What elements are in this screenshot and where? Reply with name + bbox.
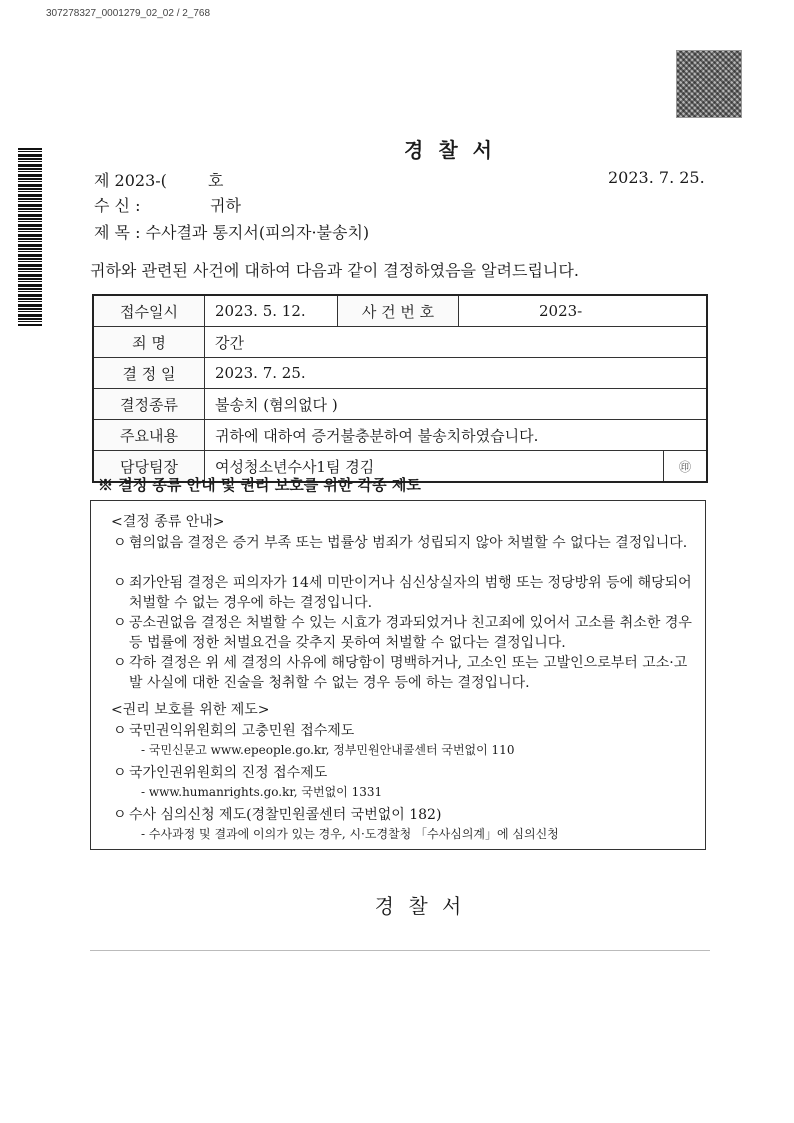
- receipt-date: 2023. 5. 12.: [205, 295, 338, 327]
- rights-item: ㅇ 국민권익위원회의 고충민원 접수제도 - 국민신문고 www.epeople.go.kr, 정부민원안내콜센터 국번없이 110: [113, 723, 515, 757]
- decision-types-heading: <결정 종류 안내>: [111, 514, 225, 530]
- recipient-label: 수 신 :: [94, 196, 141, 215]
- content-label: 주요내용: [93, 420, 205, 451]
- bullet-icon: ㅇ: [113, 575, 127, 591]
- bottom-divider: [90, 950, 710, 951]
- crime: 강간: [205, 327, 708, 358]
- bullet-icon: ㅇ: [113, 723, 127, 739]
- receipt-date-label: 접수일시: [93, 295, 205, 327]
- recipient: 귀하: [210, 196, 241, 215]
- bullet-icon: ㅇ: [113, 535, 127, 551]
- bullet-icon: ㅇ: [113, 615, 127, 631]
- decision-date: 2023. 7. 25.: [205, 358, 708, 389]
- decision-item: ㅇ 죄가안됨 결정은 피의자가 14세 미만이거나 심신상실자의 범행 또는 정당방위 등에 해당되어 처벌할 수 없는 경우에 하는 결정입니다.: [113, 575, 692, 611]
- content: 귀하에 대하여 증거불충분하여 불송치하였습니다.: [205, 420, 708, 451]
- notice-box: [90, 500, 706, 850]
- team: 여성청소년수사1팀 경김: [205, 451, 664, 483]
- decision-type: 불송치 (혐의없다 ): [205, 389, 708, 420]
- document-number: 제 2023-(: [94, 171, 167, 190]
- bullet-icon: ㅇ: [113, 765, 127, 781]
- file-id: 307278327_0001279_02_02 / 2_768: [46, 8, 211, 19]
- crime-label: 죄 명: [93, 327, 205, 358]
- case-number-label: 사 건 번 호: [338, 295, 459, 327]
- decision-type-label: 결정종류: [93, 389, 205, 420]
- case-number: 2023-: [459, 295, 708, 327]
- decision-date-label: 결 정 일: [93, 358, 205, 389]
- decision-item: ㅇ 혐의없음 결정은 증거 부족 또는 법률상 범죄가 성립되지 않아 처벌할 수 없다는 결정입니다.: [113, 535, 688, 551]
- intro-text: 귀하와 관련된 사건에 대하여 다음과 같이 결정하였음을 알려드립니다.: [90, 261, 579, 280]
- footer-issuer: 경 찰 서: [374, 894, 466, 918]
- case-info-table: [92, 294, 708, 483]
- team-label: 담당팀장: [93, 451, 205, 483]
- rights-item: ㅇ 국가인권위원회의 진정 접수제도 - www.humanrights.go.kr, 국번없이 1331: [113, 765, 383, 799]
- bullet-icon: ㅇ: [113, 807, 127, 823]
- document-number-suffix: 호: [208, 171, 224, 190]
- seal-icon: ㊞: [663, 451, 707, 483]
- qr-code-image: [676, 50, 742, 118]
- subject: 제 목 : 수사결과 통지서(피의자·불송치): [94, 223, 370, 242]
- notice-title: ※ 결정 종류 안내 및 권리 보호를 위한 각종 제도: [98, 476, 421, 494]
- decision-item: ㅇ 각하 결정은 위 세 결정의 사유에 해당함이 명백하거나, 고소인 또는 고발인으로부터 고소·고발 사실에 대한 진술을 청취할 수 없는 경우 등에 하는 결정입니다.: [113, 655, 688, 691]
- document-title: 경 찰 서: [404, 138, 496, 162]
- bullet-icon: ㅇ: [113, 655, 127, 671]
- barcode-image: [18, 148, 42, 326]
- document-date: 2023. 7. 25.: [608, 168, 705, 187]
- decision-item: ㅇ 공소권없음 결정은 처벌할 수 있는 시효가 경과되었거나 친고죄에 있어서 고소를 취소한 경우 등 법률에 정한 처벌요건을 갖추지 못하여 처벌할 수 없다는 결정입니다.: [113, 615, 692, 651]
- rights-item: ㅇ 수사 심의신청 제도(경찰민원콜센터 국번없이 182) - 수사과정 및 결과에 이의가 있는 경우, 시·도경찰청 「수사심의계」에 심의신청: [113, 807, 559, 841]
- rights-heading: <권리 보호를 위한 제도>: [111, 702, 270, 718]
